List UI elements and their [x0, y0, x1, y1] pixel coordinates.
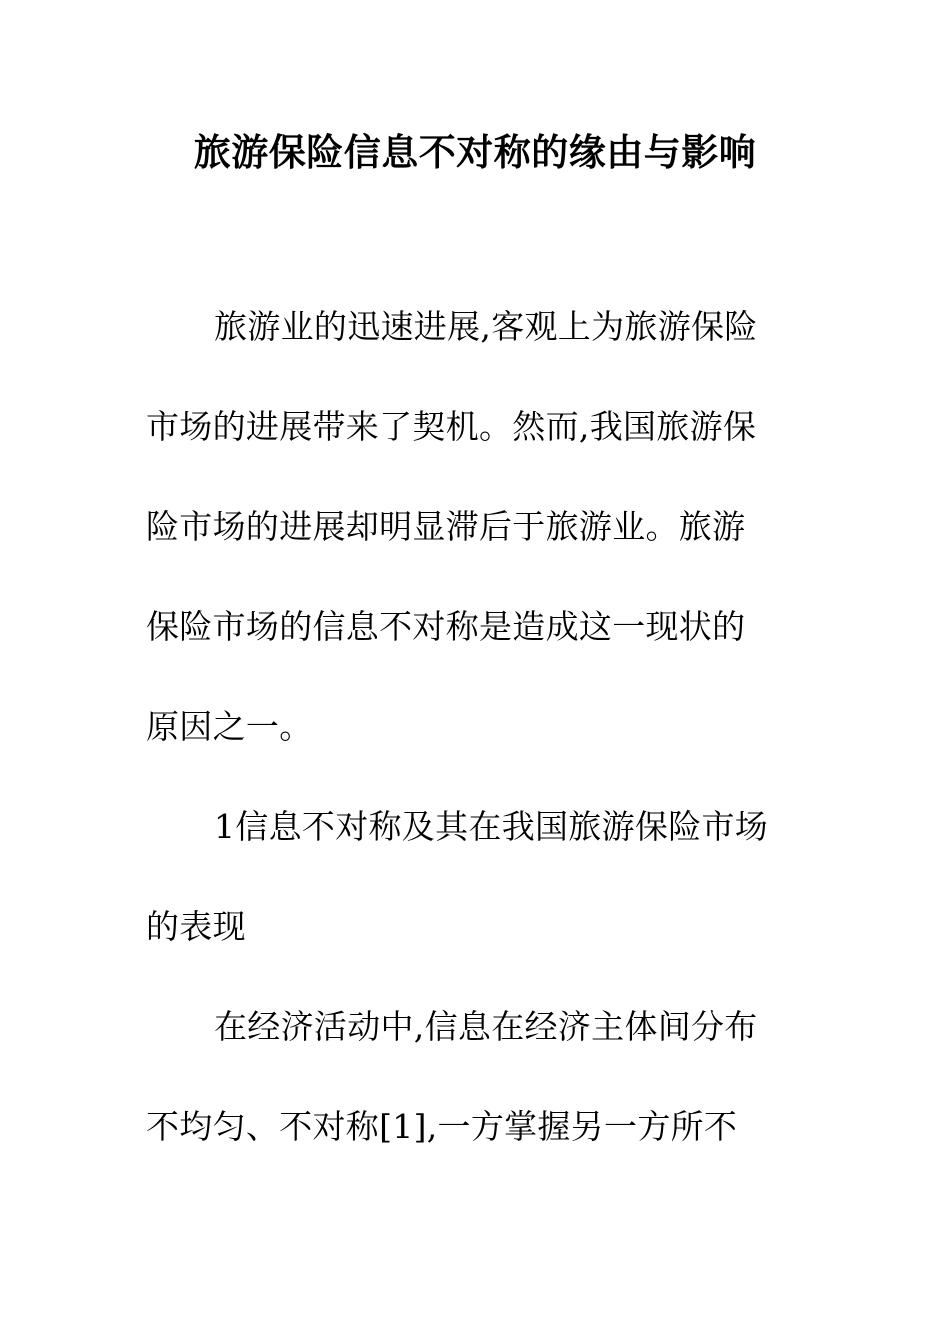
paragraph-2-line-2: 不均匀、不对称[1],一方掌握另一方所不 [146, 1107, 738, 1146]
document-title: 旅游保险信息不对称的缘由与影响 [193, 131, 757, 174]
section-heading-line-1: 1信息不对称及其在我国旅游保险市场 [214, 807, 769, 846]
paragraph-1-line-5: 原因之一。 [146, 707, 313, 746]
paragraph-1-line-4: 保险市场的信息不对称是造成这一现状的 [146, 607, 746, 646]
section-heading-line-2: 的表现 [146, 907, 246, 946]
paragraph-2-line-1: 在经济活动中,信息在经济主体间分布 [214, 1007, 758, 1046]
paragraph-1-line-1: 旅游业的迅速进展,客观上为旅游保险 [214, 307, 758, 346]
paragraph-1-line-2: 市场的进展带来了契机。然而,我国旅游保 [146, 407, 757, 446]
paragraph-1-line-3: 险市场的进展却明显滞后于旅游业。旅游 [146, 507, 746, 546]
